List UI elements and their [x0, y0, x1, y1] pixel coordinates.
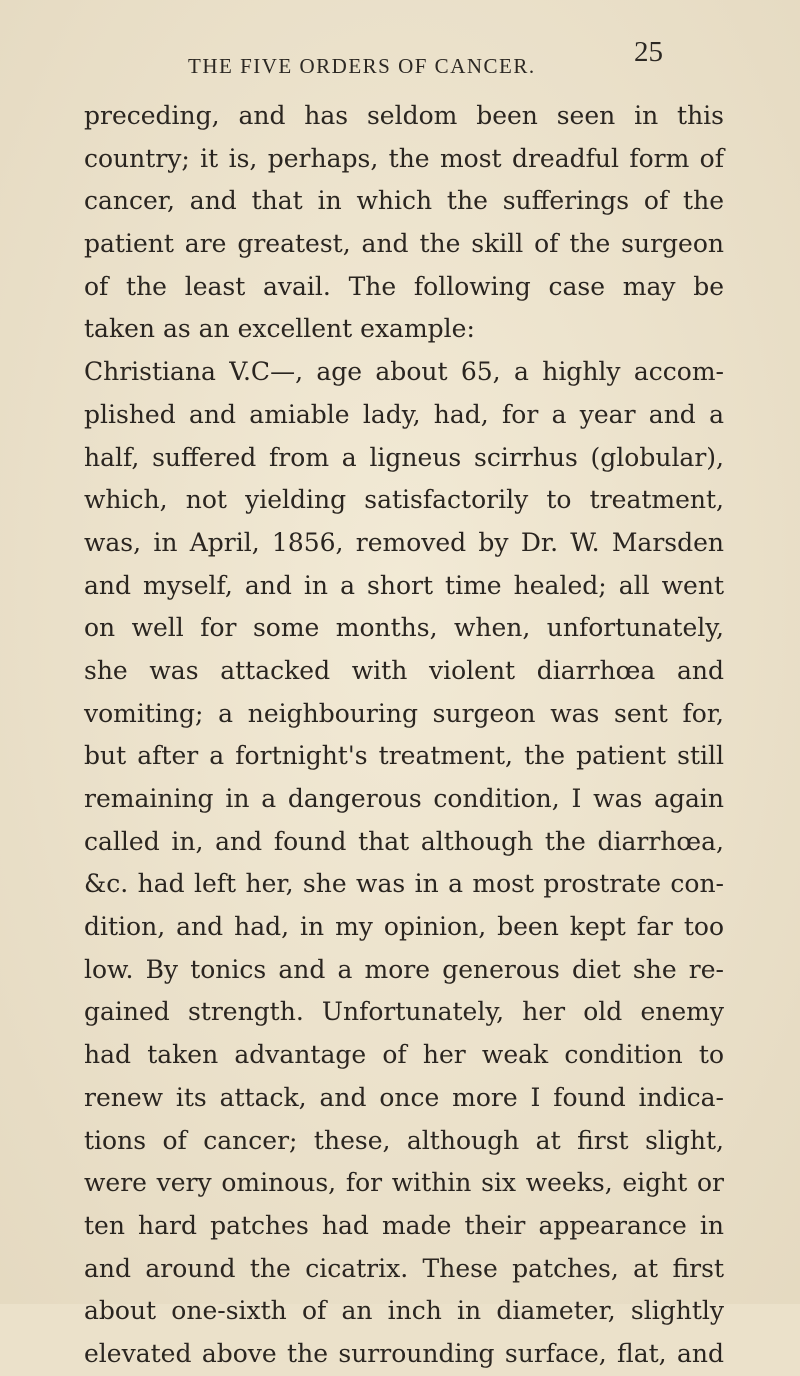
text-line: &c. had left her, she was in a most prostrate con- [84, 869, 724, 899]
text-line: of the least avail. The following case may be [84, 271, 724, 301]
text-line: Christiana V.C—, age about 65, a highly accom- [84, 357, 724, 387]
text-line: plished and amiable lady, had, for a year and a [84, 399, 724, 429]
page-number: 25 [634, 36, 663, 68]
text-line: was, in April, 1856, removed by Dr. W. Marsden [84, 527, 724, 557]
text-line: had taken advantage of her weak condition to [84, 1040, 724, 1070]
text-line: gained strength. Unfortunately, her old enemy [84, 997, 724, 1027]
text-line: she was attacked with violent diarrhœa and [84, 655, 724, 685]
text-line: dition, and had, in my opinion, been kept far too [84, 912, 724, 942]
text-line: tions of cancer; these, although at first slight, [84, 1125, 724, 1155]
text-line: called in, and found that although the diarrhœa, [84, 826, 724, 856]
text-line: and around the cicatrix. These patches, at first [84, 1253, 724, 1283]
text-line: and myself, and in a short time healed; all went [84, 570, 724, 600]
text-line: elevated above the surrounding surface, flat, and [84, 1338, 724, 1368]
body-text [84, 95, 724, 1376]
text-line: renew its attack, and once more I found indica- [84, 1082, 724, 1112]
running-head: THE FIVE ORDERS OF CANCER. [188, 54, 536, 78]
text-line: preceding, and has seldom been seen in this [84, 101, 724, 130]
text-line: which, not yielding satisfactorily to treatment, [84, 485, 724, 515]
text-line: half, suffered from a ligneus scirrhus (globular), [84, 442, 724, 472]
text-line: were very ominous, for within six weeks, eight or [84, 1168, 724, 1198]
text-line: patient are greatest, and the skill of the surgeon [84, 229, 724, 259]
text-line: cancer, and that in which the sufferings of the [84, 186, 724, 216]
text-line: on well for some months, when, unfortunately, [84, 613, 724, 643]
text-line: ten hard patches had made their appearance in [84, 1210, 724, 1240]
text-line: country; it is, perhaps, the most dreadful form of [84, 143, 724, 173]
text-line: remaining in a dangerous condition, I was again [84, 784, 724, 813]
text-line: about one-sixth of an inch in diameter, slightly [84, 1296, 724, 1326]
text-line: vomiting; a neighbouring surgeon was sent for, [84, 698, 724, 728]
text-line: low. By tonics and a more generous diet she re- [84, 954, 724, 984]
text-line: taken as an excellent example: [84, 314, 475, 344]
text-line: but after a fortnight's treatment, the patient still [84, 741, 724, 771]
